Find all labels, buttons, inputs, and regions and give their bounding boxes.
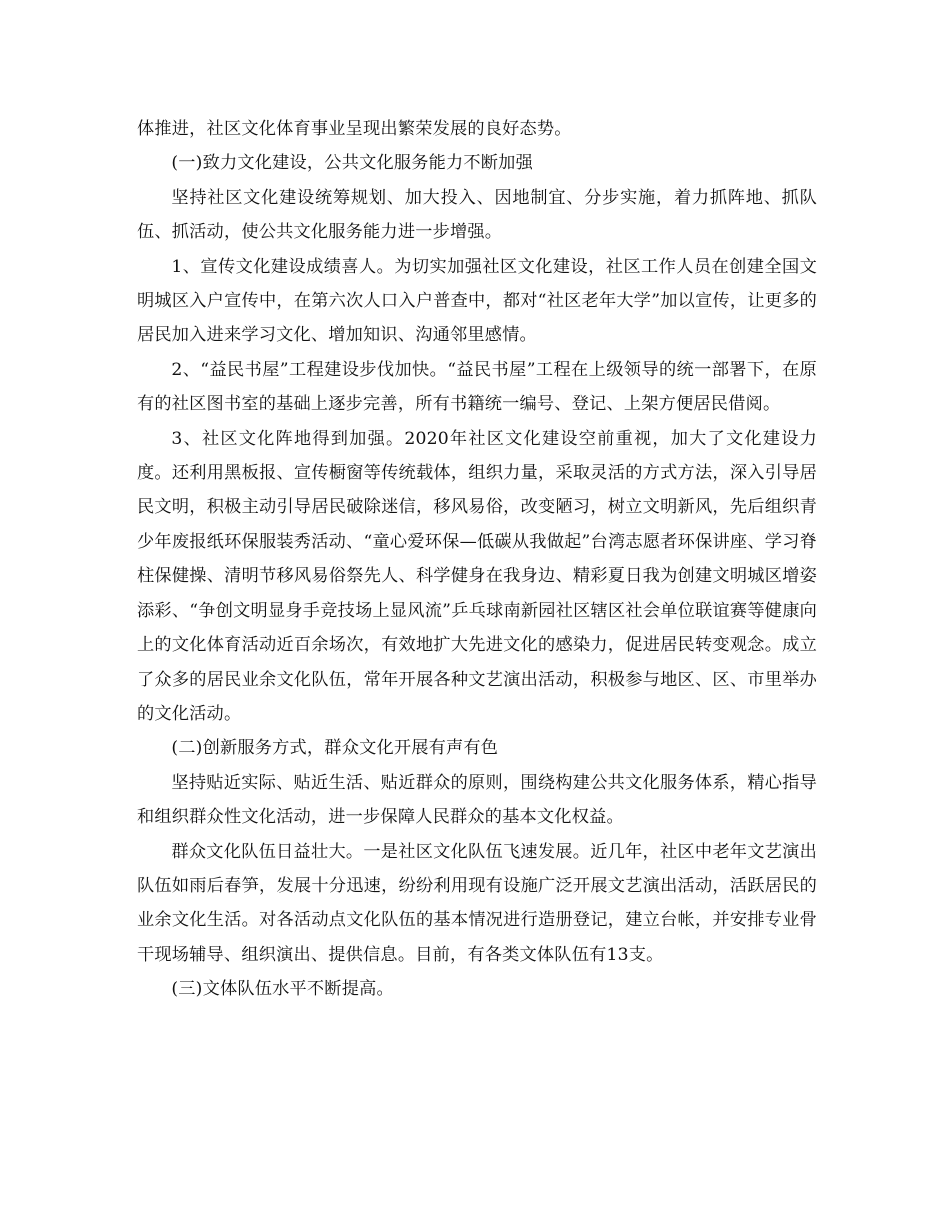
- section-heading-1: (一)致力文化建设，公共文化服务能力不断加强: [171, 153, 533, 174]
- paragraph-continuation: 体推进，社区文化体育事业呈现出繁荣发展的良好态势。: [137, 119, 572, 139]
- paragraph: 3、社区文化阵地得到加强。2020年社区文化建设空前重视，加大了文化建设力度。还利用黑板报、宣传橱窗等传统载体，组织力量，采取灵活的方式方法，深入引导居民文明，积极主动引导居民破除迷信，移风易俗，改变陋习，树立文明新风，先后组织青少年废报纸环保服装秀活动、“童心爱环保—低碳从我做起”台湾志愿者环保讲座、学习脊柱保健操、清明节移风易俗祭先人、科学健身在我身边、精彩夏日我为创建文明城区增姿添彩、“争创文明显身手竞技场上显风流”乒乓球南新园社区辖区社会单位联谊赛等健康向上的文化体育活动近百余场次，有效地扩大先进文化的感染力，促进居民转变观念。成立了众多的居民业余文化队伍，常年开展各种文艺演出活动，积极参与地区、区、市里举办的文化活动。: [137, 428, 817, 724]
- paragraph: 1、宣传文化建设成绩喜人。为切实加强社区文化建设，社区工作人员在创建全国文明城区入户宣传中，在第六次人口入户普查中，都对“社区老年大学”加以宣传，让更多的居民加入进来学习文化、增加知识、沟通邻里感情。: [137, 256, 817, 346]
- paragraph: 2、“益民书屋”工程建设步伐加快。“益民书屋”工程在上级领导的统一部署下，在原有的社区图书室的基础上逐步完善，所有书籍统一编号、登记、上架方便居民借阅。: [137, 359, 817, 415]
- paragraph: 坚持贴近实际、贴近生活、贴近群众的原则，围绕构建公共文化服务体系，精心指导和组织群众性文化活动，进一步保障人民群众的基本文化权益。: [137, 772, 817, 828]
- section-heading-2: (二)创新服务方式，群众文化开展有声有色: [171, 738, 499, 759]
- document-body: [137, 112, 817, 1007]
- paragraph: 群众文化队伍日益壮大。一是社区文化队伍飞速发展。近几年，社区中老年文艺演出队伍如雨后春笋，发展十分迅速，纷纷利用现有设施广泛开展文艺演出活动，活跃居民的业余文化生活。对各活动点文化队伍的基本情况进行造册登记，建立台帐，并安排专业骨干现场辅导、组织演出、提供信息。目前，有各类文体队伍有13支。: [137, 841, 817, 965]
- section-heading-3: (三)文体队伍水平不断提高。: [171, 979, 394, 1000]
- paragraph: 坚持社区文化建设统筹规划、加大投入、因地制宜、分步实施，着力抓阵地、抓队伍、抓活动，使公共文化服务能力进一步增强。: [137, 187, 817, 243]
